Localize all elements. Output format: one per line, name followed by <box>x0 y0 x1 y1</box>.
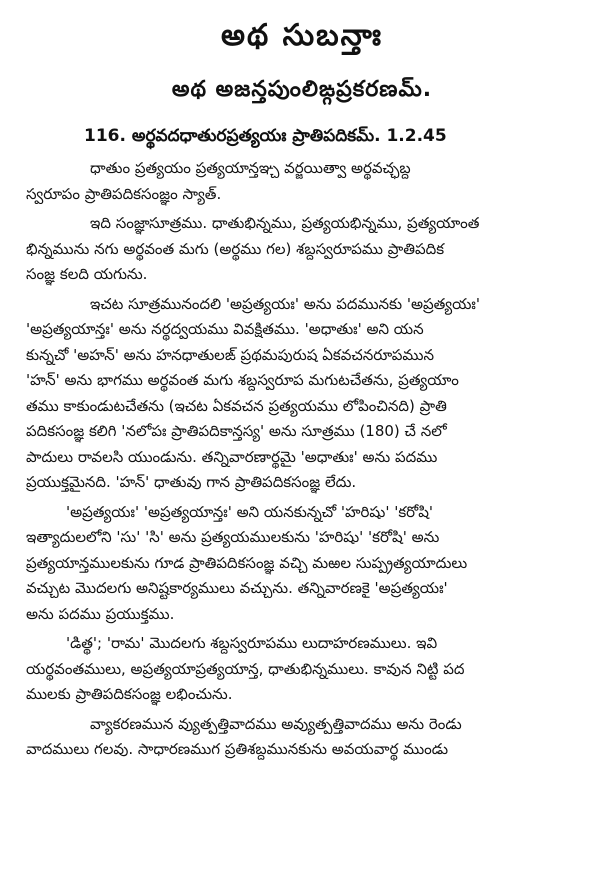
text-line: తము కాకుండుటచేతను (ఇచట ఏకవచన ప్రత్యయము లోపించినది) ప్రాతి <box>26 396 447 415</box>
paragraph <box>26 631 578 708</box>
text-line: 'అప్రత్యయాన్తః' అను నర్థద్వయము వివక్షితము. 'అధాతుః' అని యన <box>26 320 424 338</box>
text-line: యర్థవంతములు, అప్రత్యయాప్రత్యయాన్త, ధాతుభిన్నములు. కావున నిట్టి పద <box>26 659 465 678</box>
paragraph <box>26 292 578 496</box>
text-line: ఇచట సూత్రమునందలి 'అప్రత్యయః' అను పదమునకు 'అప్రత్యయః' <box>90 294 480 313</box>
text-line: ఇత్యాదులలోని 'సు' 'సి' అను ప్రత్యయములకును 'హరిషు' 'కరోషి' అను <box>26 528 440 546</box>
text-line: స్వరూపం ప్రాతిపదికసంజ్ఞం స్యాత్. <box>26 184 222 203</box>
text-line: ములకు ప్రాతిపదికసంజ్ఞ లభించును. <box>26 685 233 703</box>
text-line: వచ్చుట మొదలగు అనిష్టకార్యములు వచ్చును. తన్నివారణకై 'అప్రత్యయః' <box>26 579 448 597</box>
paragraph <box>26 211 578 288</box>
paragraph <box>26 500 578 628</box>
body-text <box>26 156 578 763</box>
page-title: అథ సుబన్తాః <box>221 18 383 53</box>
paragraph <box>26 156 578 207</box>
text-line: పాదులు రావలసి యుండును. తన్నివారణార్థమై 'అధాతుః' అను పదము <box>26 447 438 466</box>
section-subtitle: అథ అజన్తపుంలిఙ్గప్రకరణమ్. <box>171 77 433 102</box>
text-line: వాదములు గలవు. సాధారణముగ ప్రతిశబ్దమునకును అవయవార్థ ముండు <box>26 740 449 758</box>
text-line: అను పదము ప్రయుక్తము. <box>26 604 175 623</box>
text-line: ఇది సంజ్ఞాసూత్రము. ధాతుభిన్నము, ప్రత్యయభిన్నము, ప్రత్యయాంత <box>90 214 480 232</box>
text-line: కున్నచో 'అహన్' అను హనధాతులఙ్ ప్రథమపురుష ఏకవచనరూపమున <box>26 345 434 364</box>
text-line: ప్రత్యయాన్తములకును గూడ ప్రాతిపదికసంజ్ఞ వచ్చి మఱల సుప్ప్రత్యయాదులు <box>26 553 468 572</box>
text-line: 'హన్' అను భాగము అర్థవంత మగు శబ్దస్వరూప మగుటచేతను, ప్రత్యయాం <box>26 371 459 389</box>
text-line: సంజ్ఞ కలది యగును. <box>26 265 148 283</box>
text-line: 'అప్రత్యయః' 'అప్రత్యయాన్తః' అని యనకున్నచో 'హరిషు' 'కరోషి' <box>66 502 434 521</box>
text-line: ధాతుం ప్రత్యయం ప్రత్యయాన్తఞ్చ వర్జయిత్వా అర్థవచ్ఛబ్ద <box>90 159 411 177</box>
text-line: పదికసంజ్ఞ కలిగి 'నలోపః ప్రాతిపదికాన్తస్య' అను సూత్రము (180) చే నలో <box>26 422 447 440</box>
text-line: వ్యాకరణమున వ్యుత్పత్తివాదము అవ్యుత్పత్తివాదము అను రెండు <box>90 714 462 733</box>
sutra-heading: 116. అర్థవదధాతురప్రత్యయః ప్రాతిపదికమ్. 1.2.45 <box>84 126 447 146</box>
paragraph <box>26 712 578 763</box>
text-line: భిన్నమును నగు అర్థవంత మగు (అర్థము గల) శబ్దస్వరూపము ప్రాతిపదిక <box>26 239 445 258</box>
text-line: 'డిత్థ'; 'రామ' మొదలగు శబ్దస్వరూపము లుదాహరణములు. ఇవి <box>66 634 438 652</box>
text-line: ప్రయుక్తమైనది. 'హన్' ధాతువు గాన ప్రాతిపదికసంజ్ఞ లేదు. <box>26 473 357 491</box>
